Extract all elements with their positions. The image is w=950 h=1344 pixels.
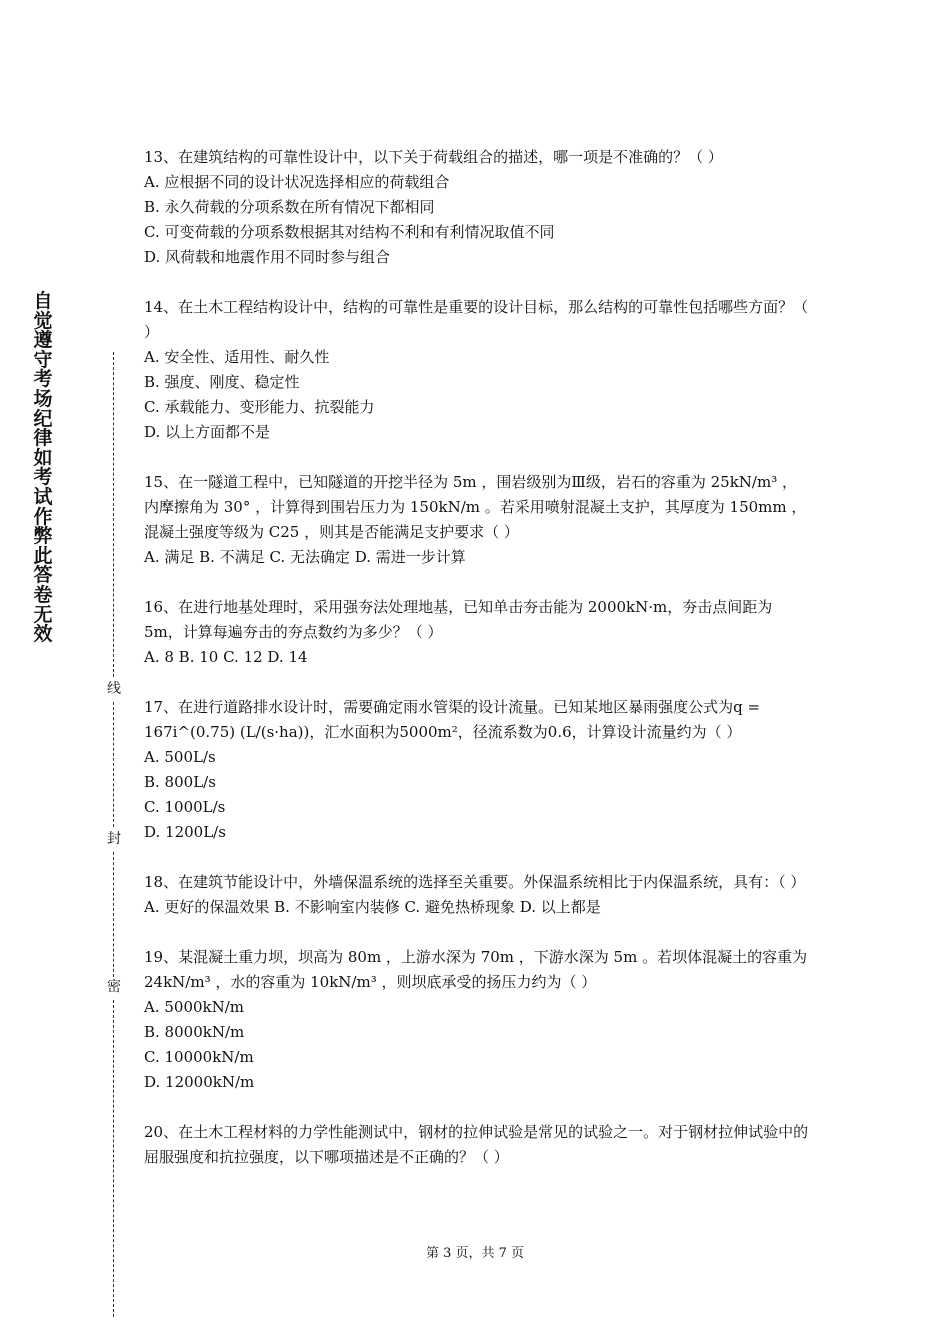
option-d: D. 12000kN/m: [144, 1073, 255, 1091]
question-19: [144, 945, 810, 1095]
option-b: B. 强度、刚度、稳定性: [144, 373, 300, 391]
option-a: A. 安全性、适用性、耐久性: [144, 348, 330, 366]
binding-mark-secret: 密: [104, 978, 124, 996]
question-list: [144, 145, 810, 1195]
question-stem: 20、在土木工程材料的力学性能测试中，钢材的拉伸试验是常见的试验之一。对于钢材拉伸试验中的屈服强度和抗拉强度，以下哪项描述是不正确的？（ ）: [144, 1123, 809, 1166]
question-stem: 15、在一隧道工程中，已知隧道的开挖半径为 5m ，围岩级别为Ⅲ级，岩石的容重为 25kN/m³ ，内摩擦角为 30° ，计算得到围岩压力为 150kN/m 。若采用喷射混凝土支护，其厚度为 150mm ，混凝土强度等级为 C25 ，则其是否能满足支护要求（ ）: [144, 473, 807, 541]
dashed-segment: [113, 352, 114, 677]
options-inline: A. 8 B. 10 C. 12 D. 14: [144, 648, 308, 666]
option-a: A. 500L/s: [144, 748, 216, 766]
option-b: B. 永久荷载的分项系数在所有情况下都相同: [144, 198, 435, 216]
question-13: [144, 145, 810, 270]
options-inline: A. 满足 B. 不满足 C. 无法确定 D. 需进一步计算: [144, 548, 466, 566]
binding-mark-seal: 封: [104, 830, 124, 848]
question-stem: 19、某混凝土重力坝，坝高为 80m ，上游水深为 70m ，下游水深为 5m 。若坝体混凝土的容重为 24kN/m³ ，水的容重为 10kN/m³ ，则坝底承受的扬压力约为（ ）: [144, 948, 808, 991]
option-a: A. 应根据不同的设计状况选择相应的荷载组合: [144, 173, 450, 191]
option-d: D. 1200L/s: [144, 823, 226, 841]
dashed-segment: [113, 1000, 114, 1317]
option-c: C. 可变荷载的分项系数根据其对结构不利和有利情况取值不同: [144, 223, 555, 241]
option-b: B. 800L/s: [144, 773, 216, 791]
option-c: C. 1000L/s: [144, 798, 226, 816]
question-stem: 18、在建筑节能设计中，外墙保温系统的选择至关重要。外保温系统相比于内保温系统，具有：（ ）: [144, 873, 806, 891]
question-stem: 16、在进行地基处理时，采用强夯法处理地基，已知单击夯击能为 2000kN·m，夯击点间距为 5m，计算每遍夯击的夯点数约为多少？（ ）: [144, 598, 773, 641]
exam-discipline-notice: 自觉遵守考场纪律如考试作弊此答卷无效: [33, 290, 53, 646]
page-number: 第 3 页，共 7 页: [425, 1246, 525, 1261]
option-a: A. 5000kN/m: [144, 998, 245, 1016]
question-18: [144, 870, 810, 920]
question-stem: 14、在土木工程结构设计中，结构的可靠性是重要的设计目标，那么结构的可靠性包括哪些方面？（ ）: [144, 298, 809, 341]
question-14: [144, 295, 810, 445]
option-d: D. 以上方面都不是: [144, 423, 271, 441]
options-inline: A. 更好的保温效果 B. 不影响室内装修 C. 避免热桥现象 D. 以上都是: [144, 898, 601, 916]
binding-line: [104, 352, 124, 1317]
option-d: D. 风荷载和地震作用不同时参与组合: [144, 248, 391, 266]
question-stem: 13、在建筑结构的可靠性设计中，以下关于荷载组合的描述，哪一项是不准确的？（ ）: [144, 148, 723, 166]
option-c: C. 10000kN/m: [144, 1048, 254, 1066]
binding-mark-line: 线: [104, 680, 124, 698]
dashed-segment: [113, 702, 114, 827]
question-15: [144, 470, 810, 570]
question-20: [144, 1120, 810, 1170]
option-c: C. 承载能力、变形能力、抗裂能力: [144, 398, 375, 416]
dashed-segment: [113, 852, 114, 977]
option-b: B. 8000kN/m: [144, 1023, 245, 1041]
question-17: [144, 695, 810, 845]
question-stem: 17、在进行道路排水设计时，需要确定雨水管渠的设计流量。已知某地区暴雨强度公式为q = 167i^(0.75) (L/(s·ha))，汇水面积为5000m²，径流系数为0.6，计算设计流量约为（ ）: [144, 698, 761, 741]
question-16: [144, 595, 810, 670]
